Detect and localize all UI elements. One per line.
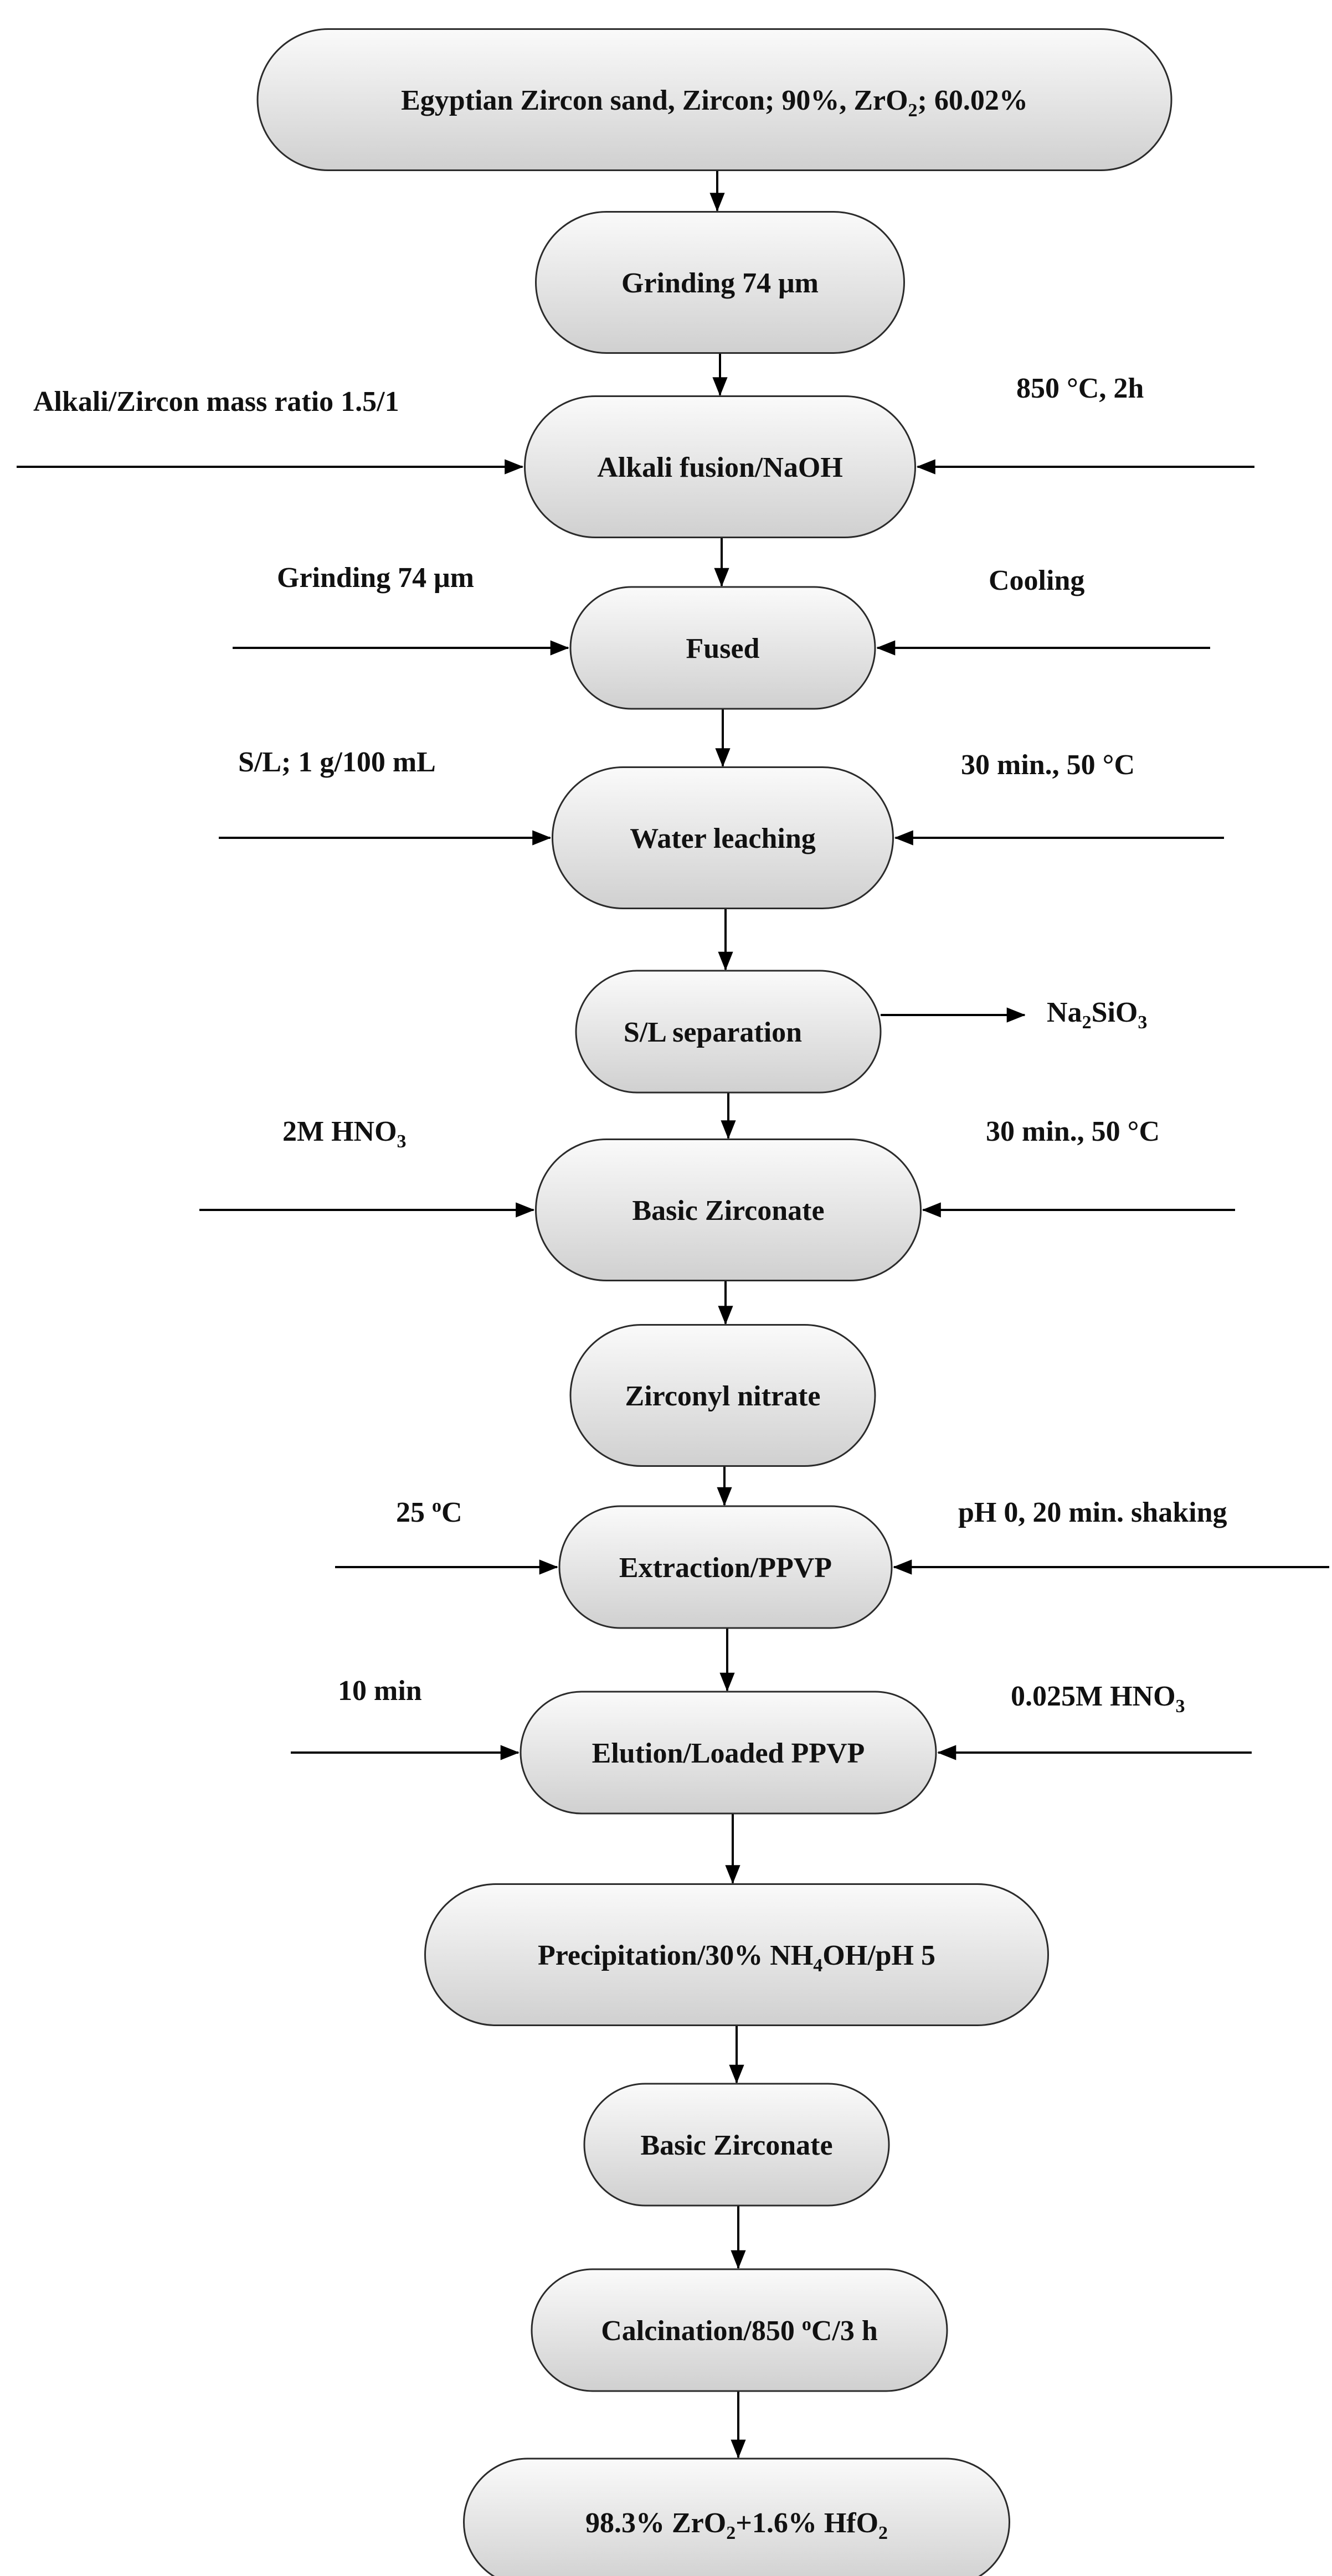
step-label: Extraction/PPVP <box>619 1552 832 1584</box>
step-label: Egyptian Zircon sand, Zircon; 90%, ZrO$_2$; 60.02% <box>401 85 1028 121</box>
step-precipitation <box>425 1884 1048 2026</box>
step-basic-zirconate-2 <box>584 2084 889 2206</box>
step-label: Alkali fusion/NaOH <box>597 452 843 483</box>
step-basic-zirconate-1 <box>536 1140 921 1281</box>
condition-label-left: S/L; 1 g/100 mL <box>238 746 436 778</box>
step-label: 98.3% ZrO$_2$+1.6% HfO$_2$ <box>585 2507 888 2543</box>
step-label: Precipitation/30% $NH_4OH/pH$ 5 <box>537 1940 936 1976</box>
condition-label-right: Cooling <box>989 565 1085 596</box>
condition-label-left: 2M $HNO_3$ <box>282 1116 407 1152</box>
step-product <box>464 2459 1010 2576</box>
step-label: Water leaching <box>630 823 816 854</box>
step-label: Zirconyl nitrate <box>625 1380 821 1412</box>
step-label: Basic Zirconate <box>640 2130 833 2161</box>
step-water-leaching <box>553 767 893 909</box>
step-extraction <box>559 1506 892 1628</box>
step-grinding <box>536 212 904 353</box>
step-sl-separation <box>576 971 881 1093</box>
step-label: Fused <box>686 633 760 664</box>
step-fused <box>570 587 875 709</box>
condition-label-right: 30 min., 50 °C <box>961 749 1135 781</box>
step-label: Basic Zirconate <box>632 1195 825 1227</box>
step-zircon-sand <box>258 29 1171 171</box>
step-alkali-fusion <box>525 396 916 538</box>
step-label: S/L separation <box>623 1017 803 1048</box>
step-label: Elution/Loaded PPVP <box>592 1738 865 1769</box>
step-label: Grinding 74 μm <box>621 267 819 299</box>
condition-label-left: 25 $^o$C <box>396 1496 462 1528</box>
step-elution <box>521 1692 936 1813</box>
condition-label-right: pH 0, 20 min. shaking <box>958 1497 1227 1528</box>
step-calcination <box>532 2269 947 2391</box>
step-label: Calcination/850 $^o$C/3 h <box>601 2314 878 2347</box>
condition-label-left: Alkali/Zircon mass ratio 1.5/1 <box>33 386 399 418</box>
byproduct-label: $Na_2SiO_3$ <box>1047 997 1148 1033</box>
step-zirconyl-nitrate <box>570 1325 875 1466</box>
condition-label-right: 30 min., 50 °C <box>986 1116 1160 1147</box>
condition-label-left: 10 min <box>338 1675 422 1707</box>
condition-label-right: 0.025M $HNO_3$ <box>1011 1681 1185 1717</box>
condition-label-left: Grinding 74 μm <box>277 562 474 594</box>
condition-label-right: 850 °C, 2h <box>1016 373 1144 404</box>
